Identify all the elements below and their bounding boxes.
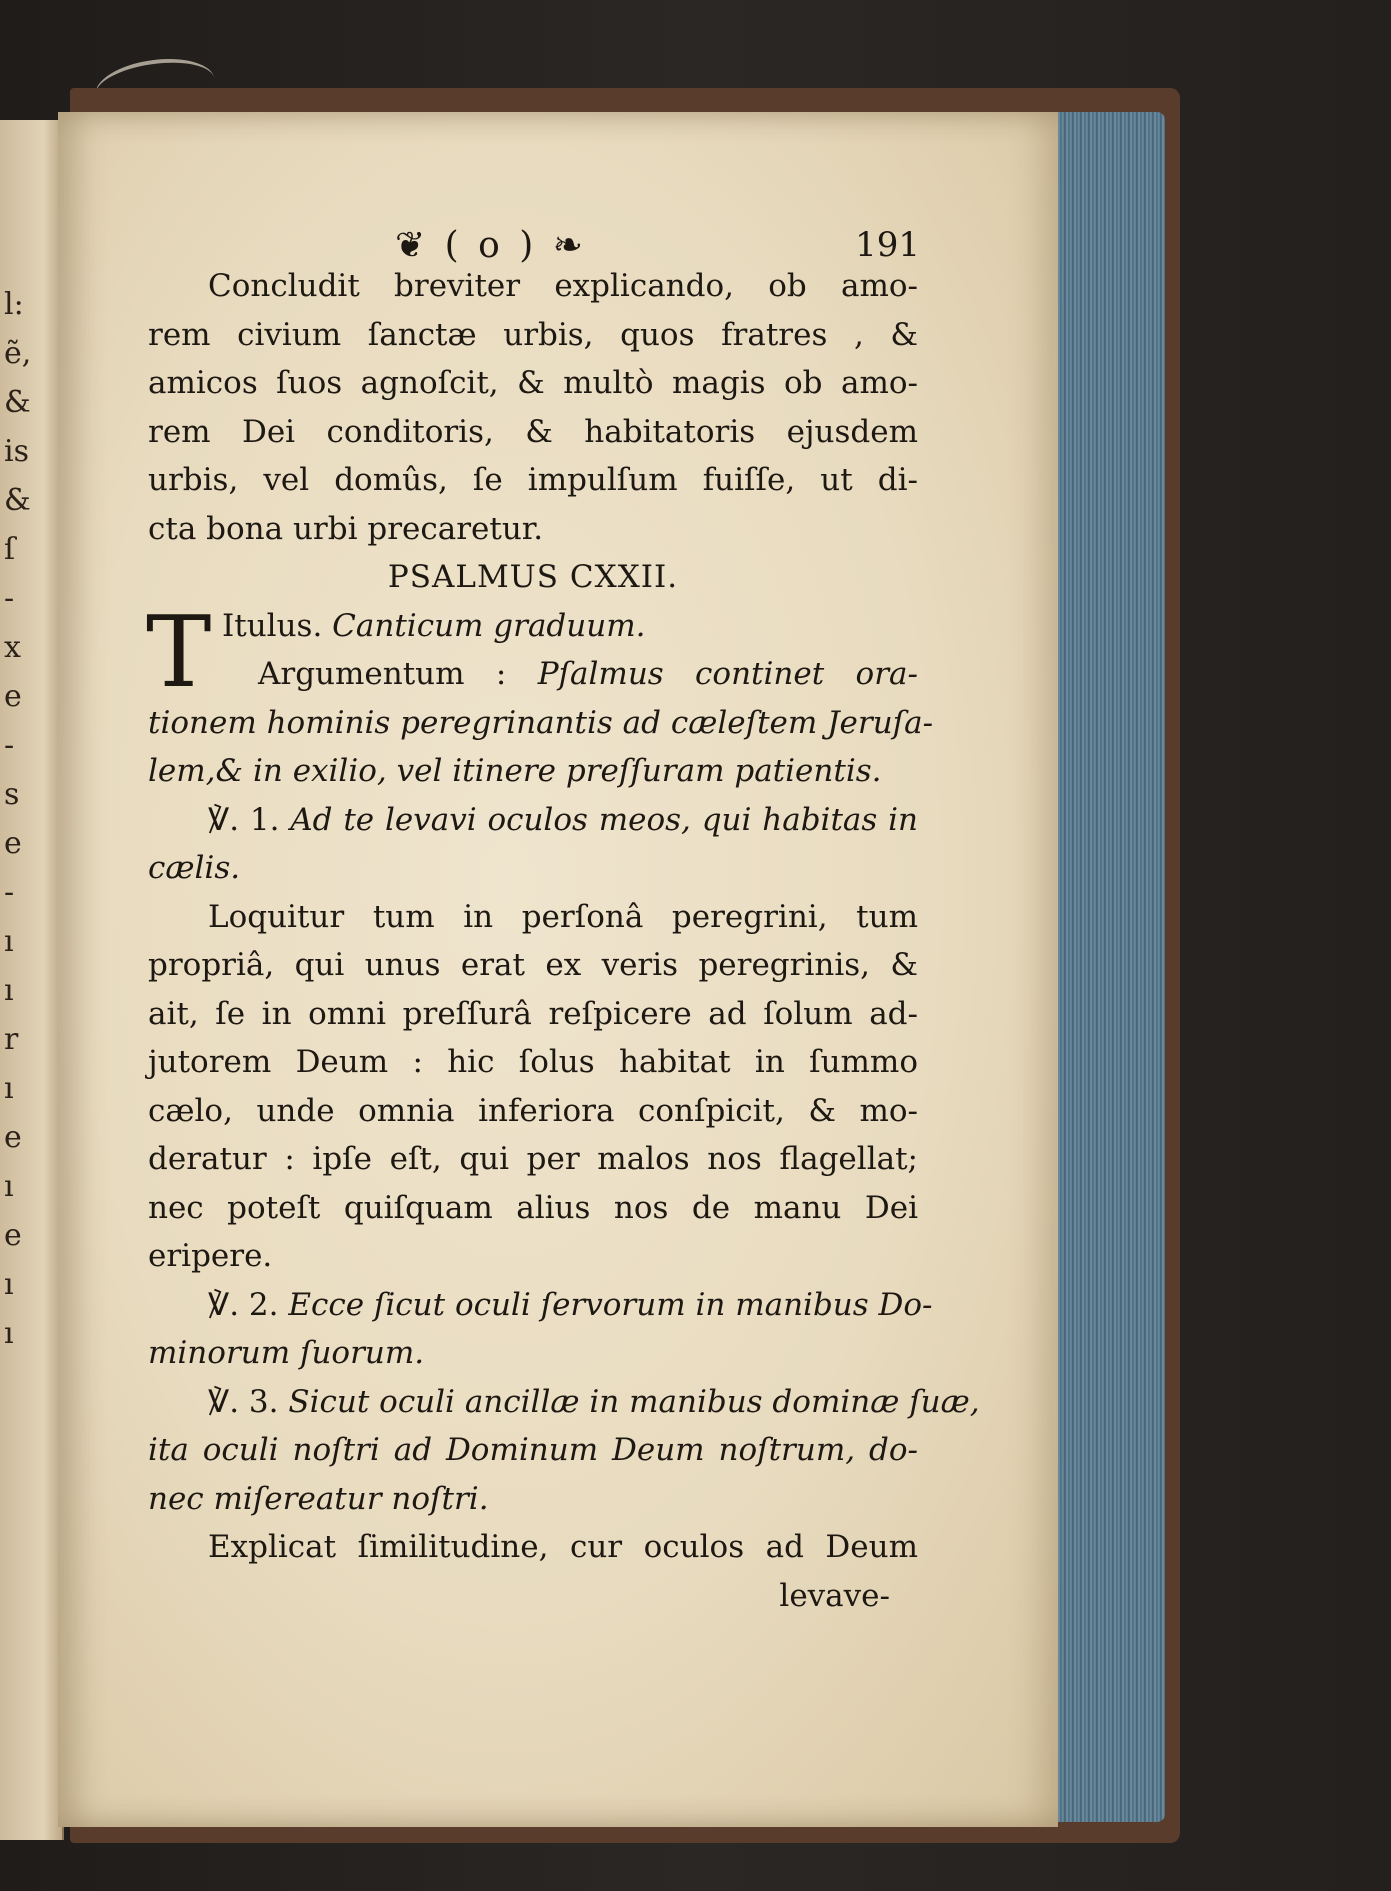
- text-line: urbis, vel domûs, ſe impulſum fuiſſe, ut di-: [148, 462, 918, 498]
- facing-page-glyph: s: [4, 777, 20, 812]
- titulus-block: [146, 595, 918, 710]
- facing-page-glyph: r: [4, 1022, 19, 1057]
- facing-page-glyph: ‑: [4, 875, 15, 910]
- verse-text: Ad te levavi oculos meos, qui habitas in: [290, 801, 919, 838]
- text-line: rem civium ſanctæ urbis, quos fratres , &: [148, 316, 918, 353]
- facing-page-glyph: ı: [4, 1316, 14, 1351]
- facing-page-glyph: ı: [4, 924, 14, 959]
- facing-page-glyph: ſ: [4, 532, 16, 567]
- text-line: Loquitur tum in perſonâ peregrini, tum: [208, 898, 918, 935]
- text-line: cælo, unde omnia inferiora conſpicit, & mo-: [148, 1092, 918, 1129]
- page-number: 191: [855, 225, 920, 265]
- argumentum-line: [148, 650, 918, 699]
- drop-cap: T: [146, 595, 212, 710]
- catchword: levave-: [779, 1577, 890, 1614]
- facing-page-glyph: ‑: [4, 581, 15, 616]
- verse-line: [148, 796, 918, 845]
- versicle-mark: ℣. 3.: [208, 1383, 279, 1420]
- facing-page-glyph: ı: [4, 973, 14, 1008]
- facing-page-glyph: l:: [4, 287, 24, 322]
- header-ornament: ❦ ( o ) ❧: [395, 225, 587, 266]
- text-line: amicos ſuos agnoſcit, & multò magis ob amo-: [148, 365, 918, 401]
- facing-page-glyph: e: [4, 826, 22, 861]
- text-line: rem Dei conditoris, & habitatoris ejusdem: [148, 413, 918, 450]
- facing-page-glyph: e: [4, 1218, 22, 1253]
- text-line: jutorem Deum : hic ſolus habitat in ſummo: [148, 1044, 918, 1080]
- titulus-text: Canticum graduum.: [332, 607, 646, 644]
- text-line: deratur : ipſe eſt, qui per malos nos flagellat;: [148, 1141, 918, 1177]
- facing-page-glyph: e: [4, 1120, 22, 1155]
- facing-page-glyph: ẽ,: [4, 336, 32, 371]
- text-line: lem,& in exilio, vel itinere preſſuram patientis.: [148, 753, 882, 789]
- versicle-mark: ℣. 2.: [208, 1286, 279, 1323]
- facing-page-edge: [0, 120, 64, 1840]
- psalm-heading: PSALMUS CXXII.: [387, 559, 679, 595]
- verse-text: Sicut oculi ancillæ in manibus dominæ ſuæ,: [288, 1383, 980, 1420]
- facing-page-glyph: e: [4, 679, 22, 714]
- text-line: Explicat ſimilitudine, cur oculos ad Deum: [208, 1529, 918, 1565]
- page-edges: [1045, 112, 1165, 1822]
- text-line: nec poteſt quiſquam alius nos de manu Dei: [148, 1189, 918, 1226]
- facing-page-glyph: ı: [4, 1267, 14, 1302]
- argumentum-label: Argumentum :: [258, 656, 507, 692]
- text-line: ait, ſe in omni preſſurâ reſpicere ad ſolum ad-: [148, 995, 918, 1032]
- facing-page-glyph: &: [4, 385, 31, 420]
- facing-page-glyph: ı: [4, 1169, 14, 1204]
- facing-page-glyph: ‑: [4, 728, 15, 763]
- text-line: minorum ſuorum.: [148, 1335, 425, 1371]
- facing-page-glyph: ı: [4, 1071, 14, 1106]
- text-line: propriâ, qui unus erat ex veris peregrinis, &: [148, 947, 918, 983]
- text-line: Concludit breviter explicando, ob amo-: [208, 268, 918, 304]
- page-text: [146, 262, 980, 1620]
- verse-line: [148, 1378, 980, 1427]
- text-line: eripere.: [148, 1238, 273, 1274]
- facing-page-glyph: &: [4, 483, 31, 518]
- facing-page-glyph: x: [4, 630, 21, 665]
- verse-line: [148, 1281, 933, 1330]
- verse-text: Ecce ſicut oculi ſervorum in manibus Do-: [288, 1286, 933, 1323]
- titulus-label: Itulus.: [222, 607, 323, 644]
- text-line: ita oculi noſtri ad Dominum Deum noſtrum, do-: [148, 1432, 918, 1468]
- text-line: nec miſereatur noſtri.: [148, 1480, 489, 1517]
- argumentum-text: Pſalmus continet ora-: [537, 656, 918, 692]
- versicle-mark: ℣. 1.: [208, 801, 280, 838]
- titulus-line: [148, 602, 918, 651]
- facing-page-glyph: is: [4, 434, 29, 469]
- text-line: cælis.: [148, 850, 241, 886]
- text-line: cta bona urbi precaretur.: [148, 510, 544, 547]
- text-line: tionem hominis peregrinantis ad cæleſtem Jeruſa-: [148, 704, 934, 741]
